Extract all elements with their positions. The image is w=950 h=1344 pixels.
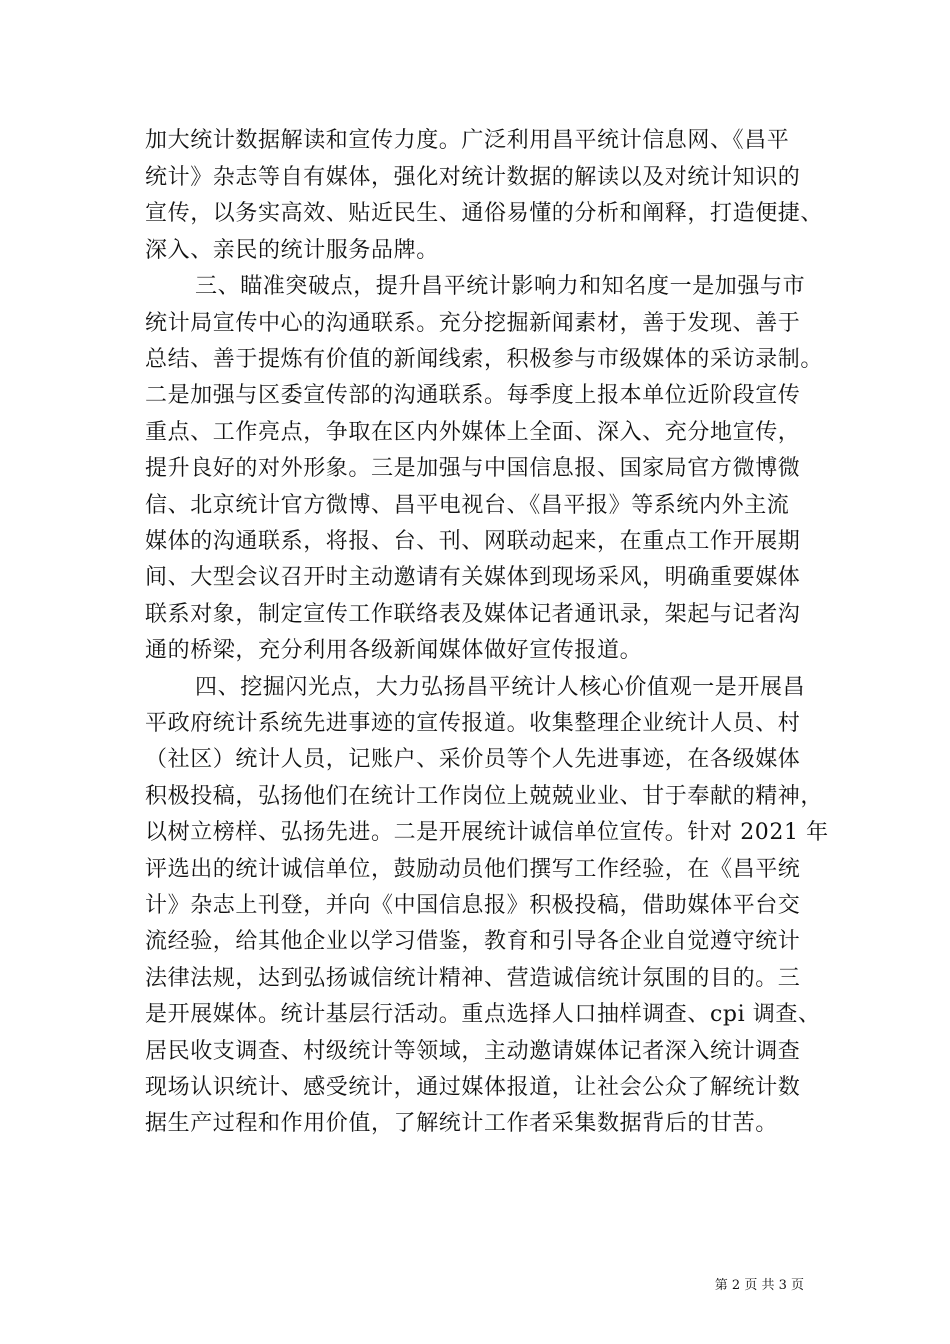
section-heading-line: 四、挖掘闪光点，大力弘扬昌平统计人核心价值观一是开展昌 [195,675,806,700]
body-text-line: 深入、亲民的统计服务品牌。 [145,238,439,263]
body-text-line: 现场认识统计、感受统计，通过媒体报道，让社会公众了解统计数 [145,1075,801,1100]
body-text-line: 总结、善于提炼有价值的新闻线索，积极参与市级媒体的采访录制。 [145,347,824,372]
body-text-line: 计》杂志上刊登，并向《中国信息报》积极投稿，借助媒体平台交 [145,893,801,918]
body-text-line: 积极投稿，弘扬他们在统计工作岗位上兢兢业业、甘于奉献的精神， [145,784,824,809]
body-text-line: （社区）统计人员，记账户、采价员等个人先进事迹，在各级媒体 [145,747,801,772]
body-text-line: 间、大型会议召开时主动邀请有关媒体到现场采风，明确重要媒体 [145,565,801,590]
body-text-line: 是开展媒体。统计基层行活动。重点选择人口抽样调查、cpi 调查、 [145,1002,821,1027]
body-text-line: 评选出的统计诚信单位，鼓励动员他们撰写工作经验，在《昌平统 [145,857,801,882]
body-text-line: 联系对象，制定宣传工作联络表及媒体记者通讯录，架起与记者沟 [145,602,801,627]
body-text-line: 以树立榜样、弘扬先进。二是开展统计诚信单位宣传。针对 2021 年 [145,820,829,845]
body-text-line: 居民收支调查、村级统计等领域，主动邀请媒体记者深入统计调查 [145,1039,801,1064]
body-text-line: 流经验，给其他企业以学习借鉴，教育和引导各企业自觉遵守统计 [145,929,801,954]
body-text-line: 重点、工作亮点，争取在区内外媒体上全面、深入、充分地宣传， [145,420,801,445]
body-text-line: 二是加强与区委宣传部的沟通联系。每季度上报本单位近阶段宣传 [145,383,801,408]
body-text-line: 据生产过程和作用价值，了解统计工作者采集数据背后的甘苦。 [145,1111,778,1136]
page-number-footer: 第 2 页 共 3 页 [714,1278,804,1293]
body-text-line: 加大统计数据解读和宣传力度。广泛利用昌平统计信息网、《昌平 [145,128,790,153]
section-heading-line: 三、瞄准突破点，提升昌平统计影响力和知名度一是加强与市 [195,274,806,299]
body-text-line: 统计局宣传中心的沟通联系。充分挖掘新闻素材，善于发现、善于 [145,311,801,336]
body-text-line: 信、北京统计官方微博、昌平电视台、《昌平报》等系统内外主流 [145,493,790,518]
body-text-line: 平政府统计系统先进事迹的宣传报道。收集整理企业统计人员、村 [145,711,801,736]
body-text-line: 媒体的沟通联系，将报、台、刊、网联动起来，在重点工作开展期 [145,529,801,554]
body-text-line: 提升良好的对外形象。三是加强与中国信息报、国家局官方微博微 [145,456,801,481]
body-text-line: 宣传，以务实高效、贴近民生、通俗易懂的分析和阐释，打造便捷、 [145,201,824,226]
body-text-line: 通的桥梁，充分利用各级新闻媒体做好宣传报道。 [145,638,643,663]
body-text-line: 法律法规，达到弘扬诚信统计精神、营造诚信统计氛围的目的。三 [145,966,801,991]
body-text-line: 统计》杂志等自有媒体，强化对统计数据的解读以及对统计知识的 [145,165,801,190]
